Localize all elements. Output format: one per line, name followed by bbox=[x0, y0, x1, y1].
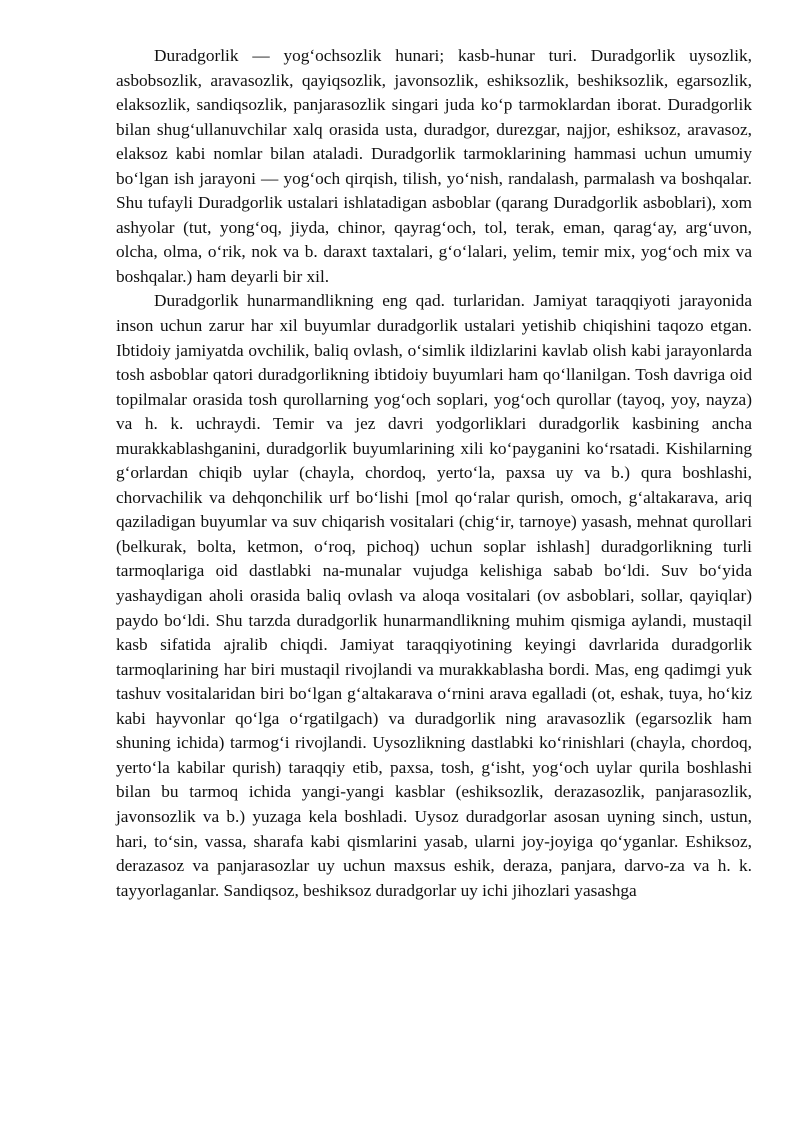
paragraph-1: Duradgorlik — yog‘ochsozlik hunari; kasb-hunar turi. Duradgorlik uysozlik, asbobsozlik, aravasozlik, qayiqsozlik, javonsozlik, eshiksozlik, beshiksozlik, egarsozlik, elaksozlik, sandiqsozlik, panjarasozlik singari juda ko‘p tarmoklardan iborat. Duradgorlik bilan shug‘ullanuvchilar xalq orasida usta, duradgor, durezgar, najjor, eshiksoz, aravasoz, elaksoz kabi nomlar bilan ataladi. Duradgorlik tarmoklarining hammasi uchun umumiy bo‘lgan ish jarayoni — yog‘och qirqish, tilish, yo‘nish, randalash, parmalash va boshqalar. Shu tufayli Duradgorlik ustalari ishlatadigan asboblar (qarang Duradgorlik asboblari), xom ashyolar (tut, yong‘oq, jiyda, chinor, qayrag‘och, tol, terak, eman, qarag‘ay, arg‘uvon, olcha, olma, o‘rik, nok va b. daraxt taxtalari, g‘o‘lalari, yelim, temir mix, yog‘och mix va boshqalar.) ham deyarli bir xil. bbox=[116, 46, 752, 286]
document-page bbox=[116, 44, 752, 903]
paragraph-2: Duradgorlik hunarmandlikning eng qad. turlaridan. Jamiyat taraqqiyoti jarayonida inson uchun zarur har xil buyumlar duradgorlik ustalari yetishib chiqishini taqozo etgan. Ibtidoiy jamiyatda ovchilik, baliq ovlash, o‘simlik ildizlarini kavlab olish kabi jarayonlarda tosh asboblar qatori duradgorlikning ibtidoiy buyumlari ham qo‘llanilgan. Tosh davriga oid topilmalar orasida tosh qurollarning yog‘och soplari, yog‘och qurollar (tayoq, yoy, nayza) va h. k. uchraydi. Temir va jez davri yodgorliklari duradgorlik kasbining ancha murakkablashganini, duradgorlik buyumlarining xili ko‘payganini ko‘rsatadi. Kishilarning g‘orlardan chiqib uylar (chayla, chordoq, yerto‘la, paxsa uy va b.) qura boshlashi, chorvachilik va dehqonchilik urf bo‘lishi [mol qo‘ralar qurish, omoch, g‘altakarava, ariq qaziladigan buyumlar va suv chiqarish vositalari (chig‘ir, tarnoye) yasash, mehnat qurollari (belkurak, bolta, ketmon, o‘roq, pichoq) uchun soplar ishlash] duradgorlikning turli tarmoqlariga oid dastlabki na-munalar vujudga kelishiga sabab bo‘ldi. Suv bo‘yida yashaydigan aholi orasida baliq ovlash va aloqa vositalari (ov asboblari, sollar, qayiqlar) paydo bo‘ldi. Shu tarzda duradgorlik hunarmandlikning muhim qismiga aylandi, mustaqil kasb sifatida ajralib chiqdi. Jamiyat taraqqiyotining keyingi davrlarida duradgorlik tarmoqlarining har biri mustaqil rivojlandi va murakkablasha bordi. Mas, eng qadimgi yuk tashuv vositalaridan biri bo‘lgan g‘altakarava o‘rnini arava egalladi (ot, eshak, tuya, ho‘kiz kabi hayvonlar qo‘lga o‘rgatilgach) va duradgorlik ning aravasozlik (egarsozlik ham shuning ichida) tarmog‘i rivojlandi. Uysozlikning dastlabki ko‘rinishlari (chayla, chordoq, yerto‘la kabilar qurish) taraqqiy etib, paxsa, tosh, g‘isht, yog‘och uylar qurila boshlashi bilan bu tarmoq ichida yangi-yangi kasblar (eshiksozlik, derazasozlik, panjarasozlik, javonsozlik va b.) yuzaga kela boshladi. Uysoz duradgorlar asosan uyning sinch, ustun, hari, to‘sin, vassa, sharafa kabi qismlarini yasab, ularni joy-joyiga qo‘yganlar. Eshiksoz, derazasoz va panjarasozlar uy uchun maxsus eshik, deraza, panjara, darvo-za va h. k. tayyorlaganlar. Sandiqsoz, beshiksoz duradgorlar uy ichi jihozlari yasashga bbox=[116, 291, 752, 900]
